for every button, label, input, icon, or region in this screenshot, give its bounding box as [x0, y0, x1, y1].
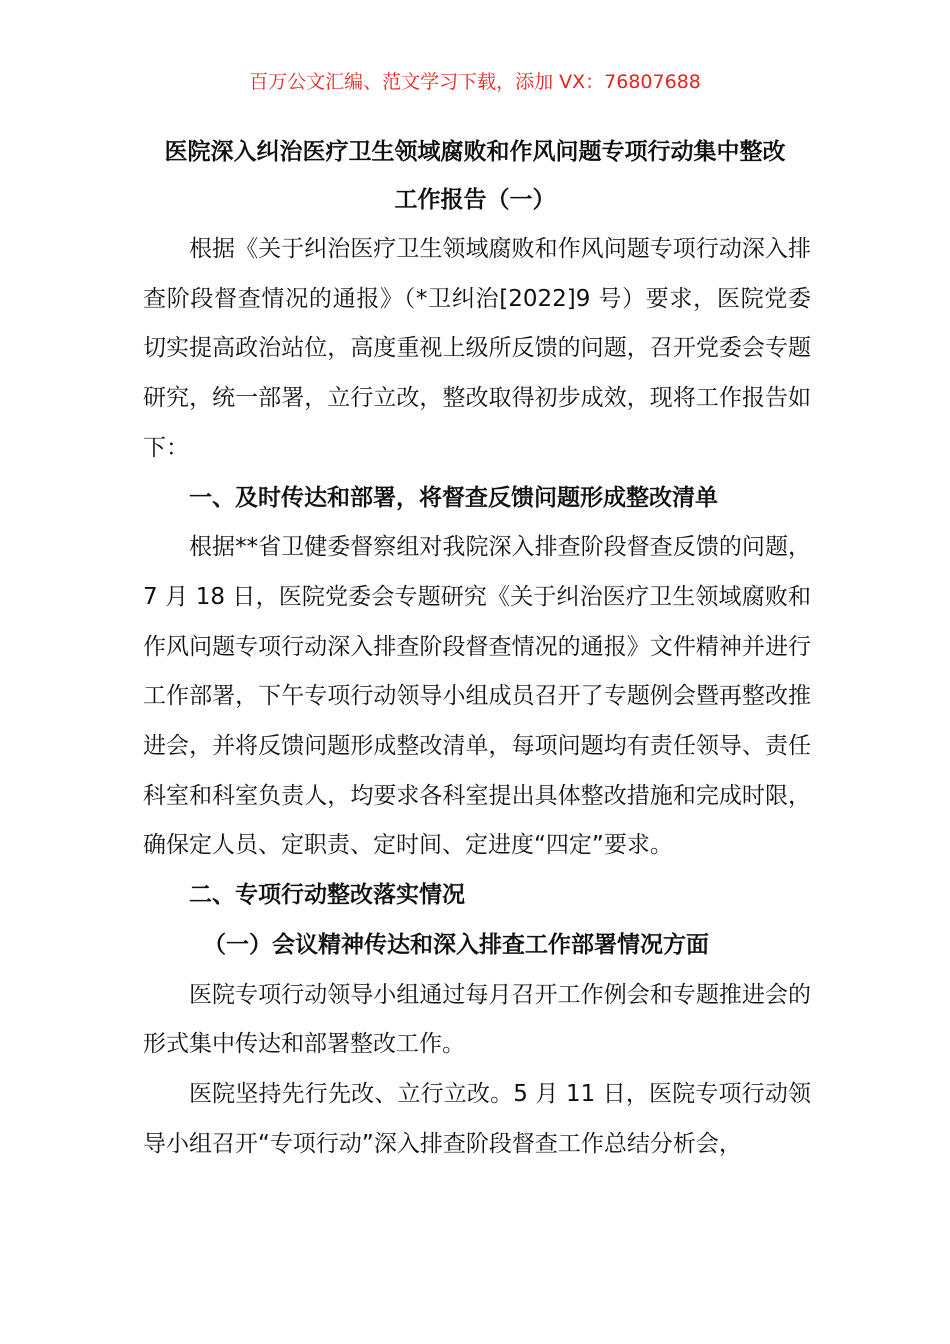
- document-title-line-2: 工作报告（一）: [394, 187, 556, 213]
- promo-banner: 百万公文汇编、范文学习下载，添加 VX：76807688: [249, 71, 701, 93]
- document-body: [143, 225, 811, 1169]
- section-2b-paragraph: 医院坚持先行先改、立行立改。5 月 11 日，医院专项行动领导小组召开“专项行动”深入排查阶段督查工作总结分析会，: [143, 1080, 811, 1157]
- section-2a-paragraph: 医院专项行动领导小组通过每月召开工作例会和专题推进会的形式集中传达和部署整改工作。: [143, 981, 811, 1058]
- section-heading-1: 一、及时传达和部署，将督查反馈问题形成整改清单: [189, 484, 718, 511]
- subsection-heading-1: （一）会议精神传达和深入排查工作部署情况方面: [203, 931, 709, 958]
- intro-paragraph: 根据《关于纠治医疗卫生领域腐败和作风问题专项行动深入排查阶段督查情况的通报》（*卫纠治[2022]9 号）要求，医院党委切实提高政治站位，高度重视上级所反馈的问题，召开党委会专题研究，统一部署，立行立改，整改取得初步成效，现将工作报告如下：: [143, 236, 811, 461]
- section-heading-2: 二、专项行动整改落实情况: [189, 882, 465, 909]
- document-title-line-1: 医院深入纠治医疗卫生领域腐败和作风问题专项行动集中整改: [164, 139, 786, 165]
- section-1-paragraph: 根据**省卫健委督察组对我院深入排查阶段督查反馈的问题，7 月 18 日，医院党委会专题研究《关于纠治医疗卫生领域腐败和作风问题专项行动深入排查阶段督查情况的通报》文件精神并进行工作部署，下午专项行动领导小组成员召开了专题例会暨再整改推进会，并将反馈问题形成整改清单，每项问题均有责任领导、责任科室和科室负责人，均要求各科室提出具体整改措施和完成时限，确保定人员、定职责、定时间、定进度“四定”要求。: [143, 534, 811, 859]
